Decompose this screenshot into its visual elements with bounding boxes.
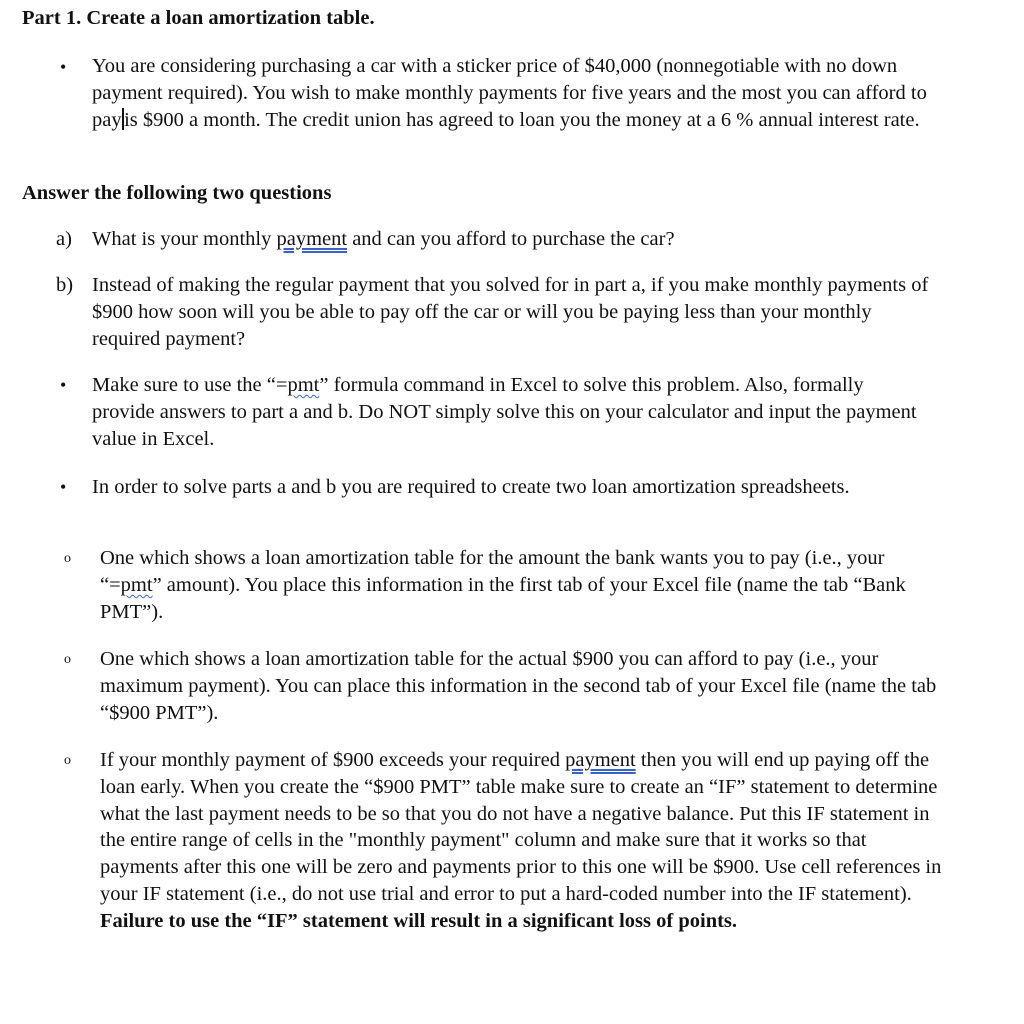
sub-bullet: o [64, 652, 71, 667]
bullet: • [60, 477, 67, 497]
if-statement-note: If your monthly payment of $900 exceeds your required payment then you will end up paying off the loan early. When you create the “$900 PMT” table make sure to create an “IF” statement to determine what the last payment needs to be so that you do not have a negative balance. Put this IF statement in the entire range of cells in the "monthly payment" column and make sure that it works so that payments after this one will be zero and payments prior to this one will be $900. Use cell references in your IF statement (i.e., do not use trial and error to put a hard-coded number into the IF statement). Failure to use the “IF” statement will result in a significant loss of points. [100, 749, 942, 932]
900-pmt-note: One which shows a loan amortization table for the actual $900 you can afford to pay (i.e., your maximum payment). You can place this information in the second tab of your Excel file (name the tab “$900 PMT”). [100, 648, 937, 724]
spreadsheets-note: In order to solve parts a and b you are required to create two loan amortization spreadsheets. [92, 476, 850, 498]
pmt-note: Make sure to use the “=pmt” formula command in Excel to solve this problem. Also, formally provide answers to part a and b. Do NOT simply solve this on your calculator and input the payment value in Excel. [92, 374, 917, 450]
sub-bullet: o [64, 753, 71, 768]
grammar-underline: payment [276, 228, 348, 250]
spellcheck-underline: pmt [287, 374, 320, 396]
bank-pmt-note: One which shows a loan amortization table for the amount the bank wants you to pay (i.e., your “=pmt” amount). You place this information in the first tab of your Excel file (name the tab “Bank PMT”). [100, 547, 906, 623]
sub-bullet: o [64, 551, 71, 566]
spellcheck-underline: pmt [120, 573, 153, 596]
grammar-underline: payment [565, 749, 636, 771]
questions-heading: Answer the following two questions [22, 182, 332, 204]
question-a: What is your monthly payment and can you afford to purchase the car? [92, 228, 675, 250]
question-b-label: b) [56, 274, 74, 296]
intro-paragraph: You are considering purchasing a car with a sticker price of $40,000 (nonnegotiable with no down payment required). You wish to make monthly payments for five years and the most you can afford to pay is $900 a month. The credit union has agreed to loan you the money at a 6 % annual interest rate. [92, 55, 927, 131]
question-b: Instead of making the regular payment that you solved for in part a, if you make monthly payments of $900 how soon will you be able to pay off the car or will you be paying less than your monthly required payment? [92, 274, 929, 350]
bullet: • [60, 375, 67, 395]
question-a-label: a) [56, 228, 72, 250]
warning-text: Failure to use the “IF” statement will result in a significant loss of points. [100, 909, 738, 932]
bullet: • [60, 57, 67, 77]
part-heading: Part 1. Create a loan amortization table. [22, 7, 375, 29]
